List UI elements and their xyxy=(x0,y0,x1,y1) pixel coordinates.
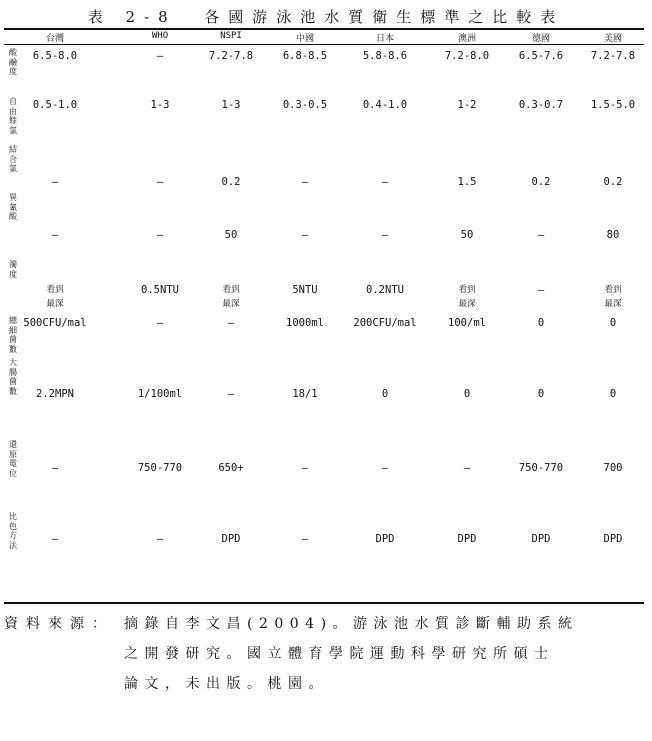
table-cell: – xyxy=(381,229,389,241)
table-cell: 1000ml xyxy=(286,317,324,329)
column-header: 中國 xyxy=(295,34,314,44)
table-cell: 0.5-1.0 xyxy=(32,99,78,111)
table-cell: 700 xyxy=(603,462,623,474)
column-header: 澳洲 xyxy=(457,34,476,44)
table-top-rule xyxy=(4,28,644,30)
header-rule xyxy=(4,44,644,45)
source-label: 資料來源： xyxy=(4,616,114,632)
table-cell: – xyxy=(227,317,235,329)
table-cell: – xyxy=(537,284,545,296)
table-cell: – xyxy=(463,462,471,474)
table-cell: DPD xyxy=(221,533,241,545)
table-cell: – xyxy=(301,176,309,188)
table-cell: 1.5-5.0 xyxy=(590,99,636,111)
row-label: 濁度 xyxy=(9,260,17,279)
table-cell: 1.5 xyxy=(457,176,477,188)
table-cell: 0.5NTU xyxy=(141,284,179,296)
table-cell: – xyxy=(156,229,164,241)
table-cell: 100/ml xyxy=(448,317,486,329)
table-cell: 0 xyxy=(537,317,545,329)
table-cell: 200CFU/mal xyxy=(353,317,417,329)
table-cell: 0 xyxy=(381,388,389,400)
table-cell: 看到最深 xyxy=(46,285,64,309)
table-cell: 看到最深 xyxy=(604,285,622,309)
row-label: 結合氯 xyxy=(9,145,17,174)
table-cell: 看到最深 xyxy=(458,285,476,309)
table-cell: – xyxy=(301,462,309,474)
table-cell: 750-770 xyxy=(518,462,564,474)
source-line-1: 摘錄自李文昌(2004)。游泳池水質診斷輔助系統 xyxy=(124,616,579,632)
table-cell: – xyxy=(51,229,59,241)
table-title: 表 2-8 各國游泳池水質衛生標準之比較表 xyxy=(87,8,565,26)
table-cell: 0.2 xyxy=(221,176,241,188)
table-cell: 6.8-8.5 xyxy=(282,50,328,62)
table-cell: 5.8-8.6 xyxy=(362,50,408,62)
table-cell: DPD xyxy=(531,533,551,545)
table-cell: 1-2 xyxy=(457,99,477,111)
table-cell: – xyxy=(156,317,164,329)
table-cell: – xyxy=(381,462,389,474)
row-label: 酸鹼度 xyxy=(9,48,17,77)
table-cell: 1-3 xyxy=(221,99,241,111)
table-bottom-rule xyxy=(4,602,644,604)
table-cell: – xyxy=(51,176,59,188)
row-label: 還原電位 xyxy=(9,440,17,479)
table-cell: 18/1 xyxy=(292,388,318,400)
source-line-2: 之開發研究。國立體育學院運動科學研究所碩士 xyxy=(124,646,555,662)
column-header: 台灣 xyxy=(45,34,64,44)
row-label: 大腸菌數 xyxy=(9,358,17,397)
table-cell: – xyxy=(156,176,164,188)
column-header: 美國 xyxy=(603,34,622,44)
table-cell: 2.2MPN xyxy=(36,388,74,400)
table-cell: 5NTU xyxy=(292,284,318,296)
table-cell: 6.5-8.0 xyxy=(32,50,78,62)
table-cell: – xyxy=(537,229,545,241)
table-cell: 0.2 xyxy=(603,176,623,188)
table-cell: 0.3-0.7 xyxy=(518,99,564,111)
table-cell: – xyxy=(381,176,389,188)
table-cell: 500CFU/mal xyxy=(23,317,87,329)
row-label: 總細菌數 xyxy=(9,316,17,355)
table-cell: – xyxy=(301,229,309,241)
table-cell: 0 xyxy=(609,388,617,400)
table-cell: 50 xyxy=(224,229,238,241)
column-header: NSPI xyxy=(220,31,242,41)
table-cell: 80 xyxy=(606,229,620,241)
column-header: 德國 xyxy=(531,34,550,44)
table-cell: – xyxy=(156,533,164,545)
table-cell: 750-770 xyxy=(137,462,183,474)
row-label: 自由餘氯 xyxy=(9,97,17,136)
table-cell: 0 xyxy=(463,388,471,400)
table-cell: 7.2-8.0 xyxy=(444,50,490,62)
table-cell: 1-3 xyxy=(150,99,170,111)
table-cell: DPD xyxy=(603,533,623,545)
table-cell: 0 xyxy=(609,317,617,329)
table-cell: 0.4-1.0 xyxy=(362,99,408,111)
table-cell: 看到最深 xyxy=(222,285,240,309)
table-cell: 0.2 xyxy=(531,176,551,188)
table-cell: – xyxy=(301,533,309,545)
column-header: 日本 xyxy=(375,34,394,44)
row-label: 比色方法 xyxy=(9,512,17,551)
table-cell: 50 xyxy=(460,229,474,241)
table-cell: – xyxy=(227,388,235,400)
table-cell: 0.2NTU xyxy=(366,284,404,296)
table-cell: 0.3-0.5 xyxy=(282,99,328,111)
table-cell: – xyxy=(156,50,164,62)
table-cell: 7.2-7.8 xyxy=(208,50,254,62)
column-header: WHO xyxy=(151,31,169,41)
table-cell: 7.2-7.8 xyxy=(590,50,636,62)
table-cell: 1/100ml xyxy=(137,388,183,400)
table-cell: DPD xyxy=(457,533,477,545)
table-cell: DPD xyxy=(375,533,395,545)
table-cell: – xyxy=(51,533,59,545)
table-cell: 6.5-7.6 xyxy=(518,50,564,62)
table-cell: 0 xyxy=(537,388,545,400)
table-cell: 650+ xyxy=(218,462,244,474)
table-cell: – xyxy=(51,462,59,474)
source-line-3: 論文，未出版。桃園。 xyxy=(124,676,329,692)
row-label: 異氰酸 xyxy=(9,193,17,222)
